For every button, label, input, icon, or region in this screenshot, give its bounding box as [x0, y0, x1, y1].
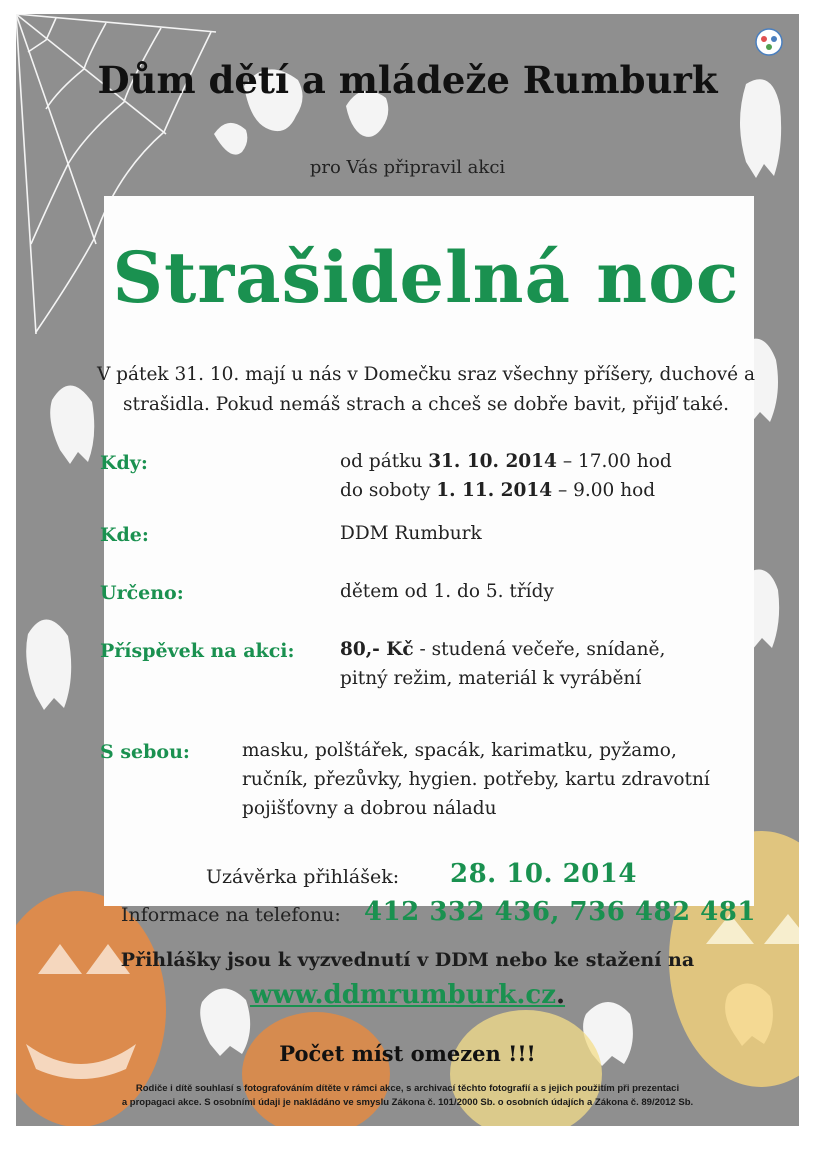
ghost-icon [26, 619, 71, 710]
disclaimer-line: a propagaci akce. S osobními údaji je nakládáno ve smyslu Zákona č. 101/2000 Sb. o osobních údajích a Zákona č. 89/2012 Sb. [121, 1097, 694, 1108]
for-whom-label: Určeno: [100, 582, 184, 604]
phone-value: 412 332 436, 736 482 481 [364, 897, 756, 927]
where-value: DDM Rumburk [340, 523, 482, 544]
disclaimer-line: Rodiče i dítě souhlasí s fotografováním dítěte v rámci akce, s archivací těchto fotografií a s jejich použitím při prezentaci [135, 1083, 680, 1094]
intro-line: strašidla. Pokud nemáš strach a chceš se dobře bavit, přijď také. [123, 394, 729, 415]
when-value [340, 447, 672, 505]
subtitle: pro Vás připravil akci [309, 157, 506, 178]
bring-value [242, 736, 710, 823]
bring-label: S sebou: [100, 741, 190, 763]
bring-line: ručník, přezůvky, hygien. potřeby, kartu zdravotní [242, 769, 710, 790]
when-label: Kdy: [100, 452, 148, 474]
applications-info: Přihlášky jsou k vyzvednutí v DDM nebo ke stažení na [120, 949, 695, 971]
bring-line: pojišťovny a dobrou náladu [242, 798, 497, 819]
capacity-notice: Počet míst omezen !!! [279, 1041, 536, 1066]
for-whom-value: dětem od 1. do 5. třídy [340, 581, 554, 602]
intro-line: V pátek 31. 10. mají u nás v Domečku sraz všechny příšery, duchové a [96, 364, 756, 385]
where-label: Kde: [100, 524, 149, 546]
disclaimer [36, 1082, 779, 1110]
phone-label: Informace na telefonu: [121, 904, 341, 926]
poster [16, 14, 799, 1126]
when-start: od pátku 31. 10. 2014 – 17.00 hod [340, 451, 672, 472]
when-end: do soboty 1. 11. 2014 – 9.00 hod [340, 480, 656, 501]
fee-label: Příspěvek na akci: [100, 640, 295, 662]
ghost-icon [214, 123, 247, 155]
deadline-value: 28. 10. 2014 [450, 859, 637, 889]
website-line: www.ddmrumburk.cz. [249, 980, 566, 1010]
fee-line: 80,- Kč - studená večeře, snídaně, [340, 639, 666, 660]
website-link[interactable]: www.ddmrumburk.cz [249, 980, 556, 1010]
bring-line: masku, polštářek, spacák, karimatku, pyžamo, [242, 740, 677, 761]
event-title: Strašidelná noc [112, 236, 740, 319]
ddm-logo-icon [756, 29, 782, 55]
fee-value [340, 635, 665, 693]
fee-line: pitný režim, materiál k vyrábění [340, 668, 642, 689]
event-intro [86, 360, 766, 420]
organization-title: Dům dětí a mládeže Rumburk [97, 58, 718, 102]
deadline-label: Uzávěrka přihlášek: [206, 866, 400, 888]
